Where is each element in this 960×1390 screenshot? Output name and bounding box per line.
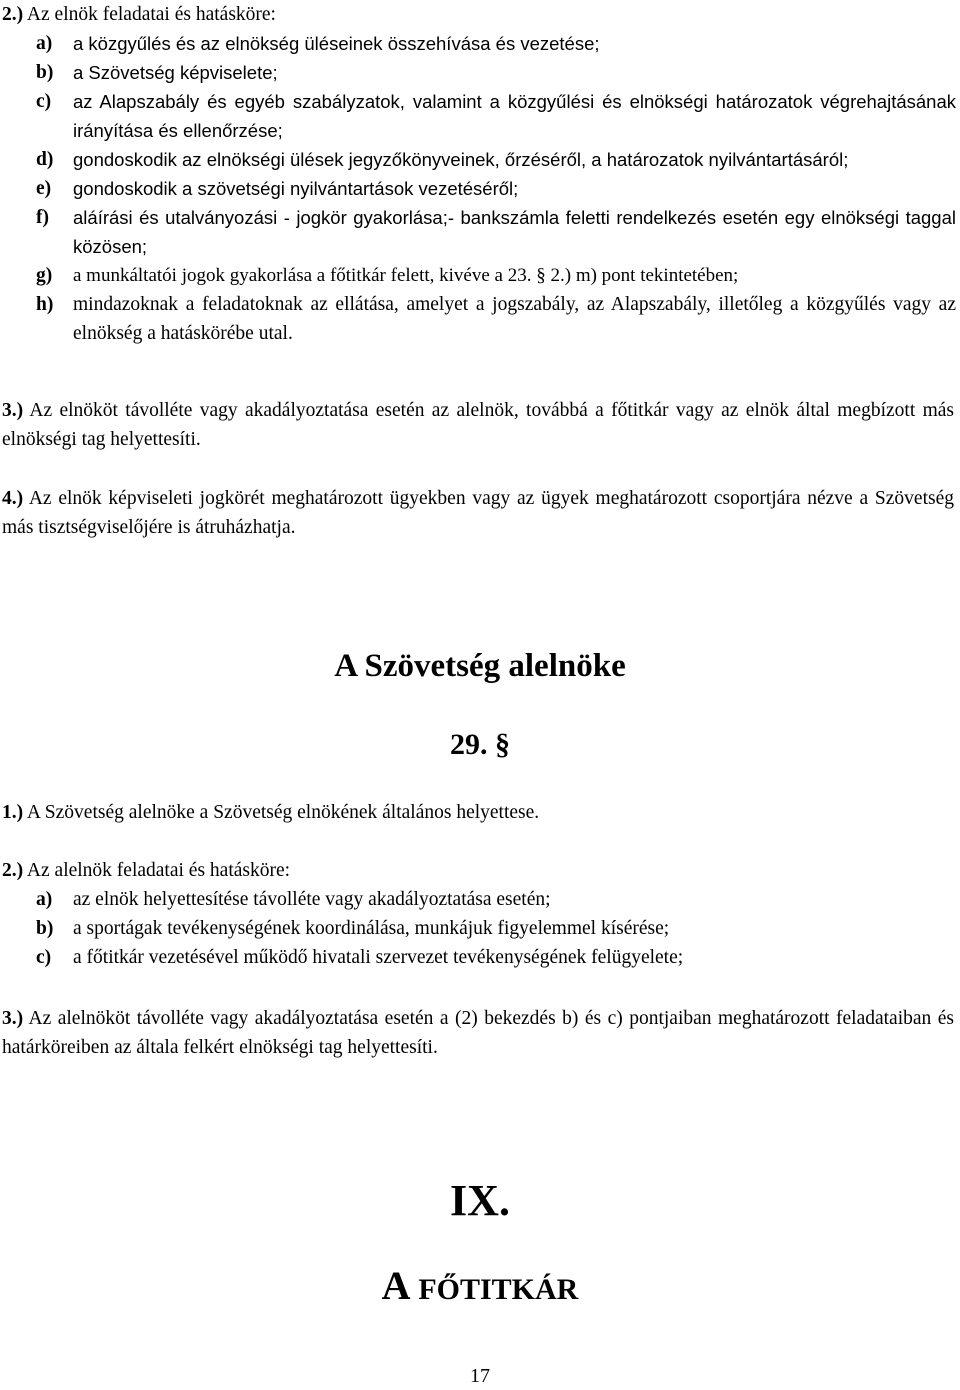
paragraph-number: 1.): [2, 802, 24, 823]
list-item-d: [36, 145, 956, 174]
list-label: a): [36, 889, 53, 910]
paragraph-2-elnok-intro: [2, 0, 954, 29]
list-item-e: [36, 174, 956, 203]
list-text: a közgyűlés és az elnökség üléseinek összehívása és vezetése;: [73, 33, 600, 54]
paragraph-number: 3.): [2, 400, 24, 421]
paragraph-text: Az alelnököt távolléte vagy akadályoztatása esetén a (2) bekezdés b) és c) pontjaiban meghatározott feladataiban és határköreiben az általa felkért elnökségi tag helyettesíti.: [2, 1008, 954, 1058]
paragraph-3-alelnok: [2, 1004, 954, 1062]
page-number: 17: [470, 1365, 490, 1387]
section-heading-alelnok: A Szövetség alelnöke: [334, 648, 626, 684]
list-text: aláírási és utalványozási - jogkör gyakorlása;- bankszámla feletti rendelkezés esetén egy elnökségi taggal közösen;: [73, 207, 956, 257]
chapter-title-first: A: [381, 1263, 409, 1308]
list-text: a sportágak tevékenységének koordinálása, munkájuk figyelemmel kísérése;: [73, 918, 670, 939]
list-item-c: [36, 943, 956, 972]
list-text: az elnök helyettesítése távolléte vagy akadályoztatása esetén;: [73, 889, 551, 910]
section-number: 29. §: [450, 728, 510, 761]
list-label: c): [36, 947, 52, 968]
paragraph-4-elnok: [2, 484, 954, 542]
list-item-h: [36, 290, 956, 348]
list-text: a Szövetség képviselete;: [73, 62, 278, 83]
list-item-f: [36, 203, 956, 261]
chapter-title-rest: FŐTITKÁR: [418, 1273, 579, 1306]
list-text: gondoskodik az elnökségi ülések jegyzőkönyveinek, őrzéséről, a határozatok nyilvántartásáról;: [73, 149, 849, 170]
list-label: e): [36, 178, 52, 199]
paragraph-text: A Szövetség alelnöke a Szövetség elnökének általános helyettese.: [23, 802, 540, 823]
paragraph-number: 3.): [2, 1008, 24, 1029]
paragraph-number: 4.): [2, 488, 24, 509]
list-label: c): [36, 91, 52, 112]
paragraph-1-alelnok: [2, 798, 954, 827]
list-text: a munkáltatói jogok gyakorlása a főtitkár felett, kivéve a 23. § 2.) m) pont tekintetében;: [73, 265, 739, 286]
chapter-title: [0, 1262, 960, 1309]
list-text: a főtitkár vezetésével működő hivatali szervezet tevékenységének felügyelete;: [73, 947, 684, 968]
paragraph-3-elnok: [2, 396, 954, 454]
alelnok-duties-list: [36, 885, 956, 972]
list-label: d): [36, 149, 54, 170]
paragraph-text: Az elnök feladatai és hatásköre:: [23, 4, 276, 25]
list-item-b: [36, 914, 956, 943]
list-item-b: [36, 58, 956, 87]
list-item-a: [36, 29, 956, 58]
paragraph-number: 2.): [2, 860, 24, 881]
list-label: h): [36, 294, 54, 315]
list-text: gondoskodik a szövetségi nyilvántartások vezetéséről;: [73, 178, 519, 199]
list-text: mindazoknak a feladatoknak az ellátása, amelyet a jogszabály, az Alapszabály, illetőleg a közgyűlés vagy az elnökség a hatáskörébe utal.: [73, 294, 956, 344]
paragraph-text: Az alelnök feladatai és hatásköre:: [23, 860, 291, 881]
list-label: g): [36, 265, 53, 286]
list-label: b): [36, 62, 54, 83]
list-item-g: [36, 261, 956, 290]
chapter-number: IX.: [450, 1176, 510, 1225]
paragraph-2-alelnok-intro: [2, 856, 954, 885]
list-label: a): [36, 33, 53, 54]
paragraph-text: Az elnököt távolléte vagy akadályoztatása esetén az alelnök, továbbá a főtitkár vagy az elnök által megbízott más elnökségi tag helyettesíti.: [2, 400, 954, 450]
paragraph-text: Az elnök képviseleti jogkörét meghatározott ügyekben vagy az ügyek meghatározott csoportjára nézve a Szövetség más tisztségviselőjére is átruházhatja.: [2, 488, 954, 538]
paragraph-number: 2.): [2, 4, 24, 25]
list-label: f): [36, 207, 49, 228]
list-label: b): [36, 918, 54, 939]
list-text: az Alapszabály és egyéb szabályzatok, valamint a közgyűlési és elnökségi határozatok végrehajtásának irányítása és ellenőrzése;: [73, 91, 956, 141]
list-item-c: [36, 87, 956, 145]
elnok-duties-list: [36, 29, 956, 348]
list-item-a: [36, 885, 956, 914]
